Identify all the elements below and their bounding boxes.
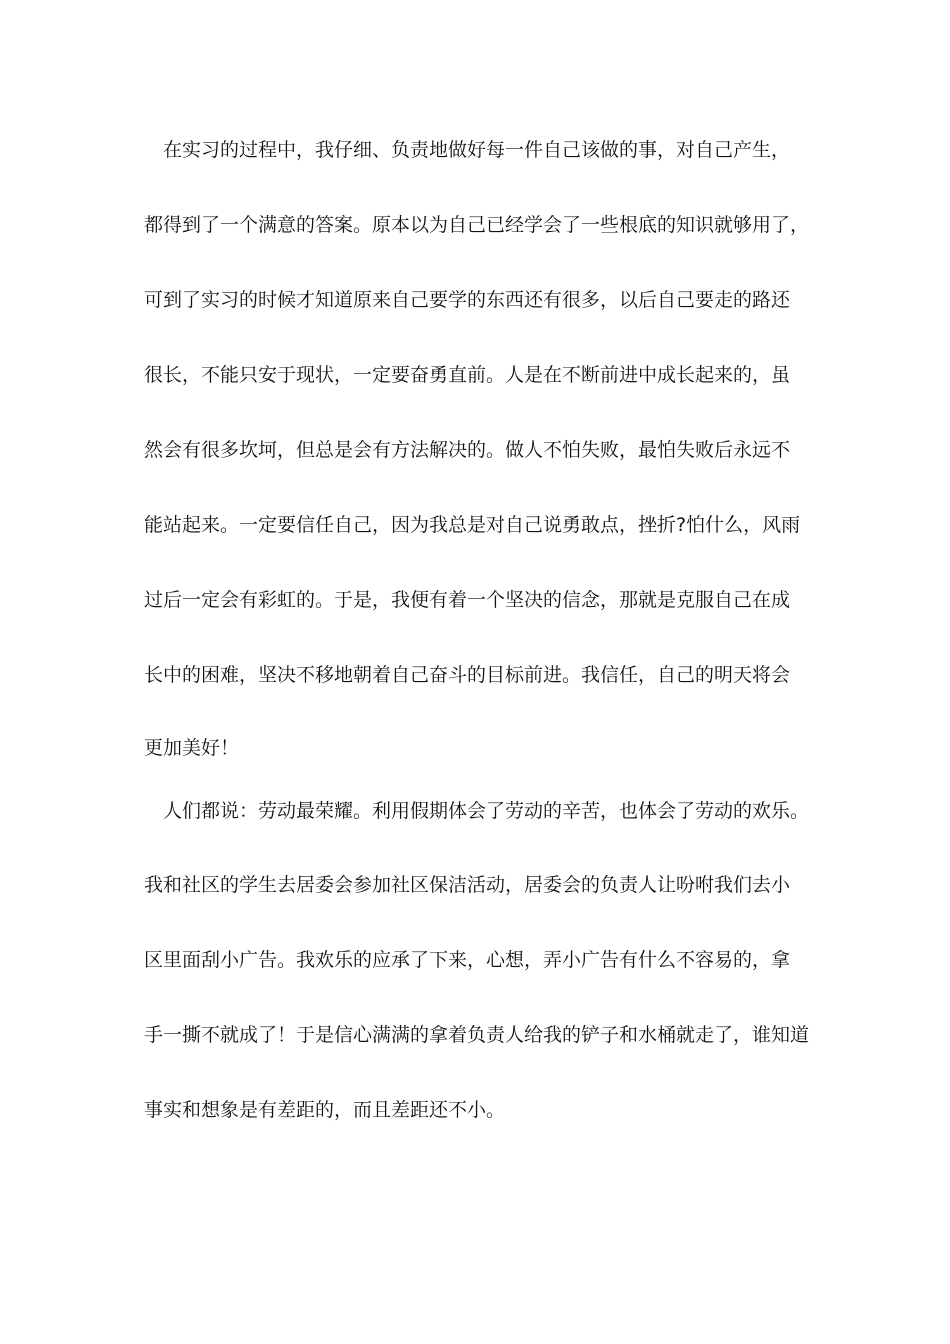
paragraph-line: 人们都说：劳动最荣耀。利用假期体会了劳动的辛苦，也体会了劳动的欢乐。 xyxy=(163,800,810,822)
paragraph-line: 更加美好！ xyxy=(144,737,240,759)
paragraph-line: 区里面刮小广告。我欢乐的应承了下来，心想，弄小广告有什么不容易的，拿 xyxy=(144,949,791,971)
paragraph-line: 过后一定会有彩虹的。于是，我便有着一个坚决的信念，那就是克服自己在成 xyxy=(144,589,791,611)
paragraph-line: 都得到了一个满意的答案。原本以为自己已经学会了一些根底的知识就够用了， xyxy=(144,214,810,236)
paragraph-line: 可到了实习的时候才知道原来自己要学的东西还有很多，以后自己要走的路还 xyxy=(144,289,791,311)
paragraph-line: 事实和想象是有差距的，而且差距还不小。 xyxy=(144,1099,506,1121)
paragraph-line: 手一撕不就成了！于是信心满满的拿着负责人给我的铲子和水桶就走了，谁知道 xyxy=(144,1024,810,1046)
paragraph-line: 能站起来。一定要信任自己，因为我总是对自己说勇敢点，挫折?怕什么，风雨 xyxy=(144,514,801,536)
paragraph-line: 很长，不能只安于现状，一定要奋勇直前。人是在不断前进中成长起来的，虽 xyxy=(144,364,791,386)
paragraph-line: 在实习的过程中，我仔细、负责地做好每一件自己该做的事，对自己产生， xyxy=(163,139,791,161)
paragraph-line: 然会有很多坎坷，但总是会有方法解决的。做人不怕失败，最怕失败后永远不 xyxy=(144,439,791,461)
paragraph-line: 长中的困难，坚决不移地朝着自己奋斗的目标前进。我信任，自己的明天将会 xyxy=(144,664,791,686)
paragraph-line: 我和社区的学生去居委会参加社区保洁活动，居委会的负责人让吩咐我们去小 xyxy=(144,874,791,896)
